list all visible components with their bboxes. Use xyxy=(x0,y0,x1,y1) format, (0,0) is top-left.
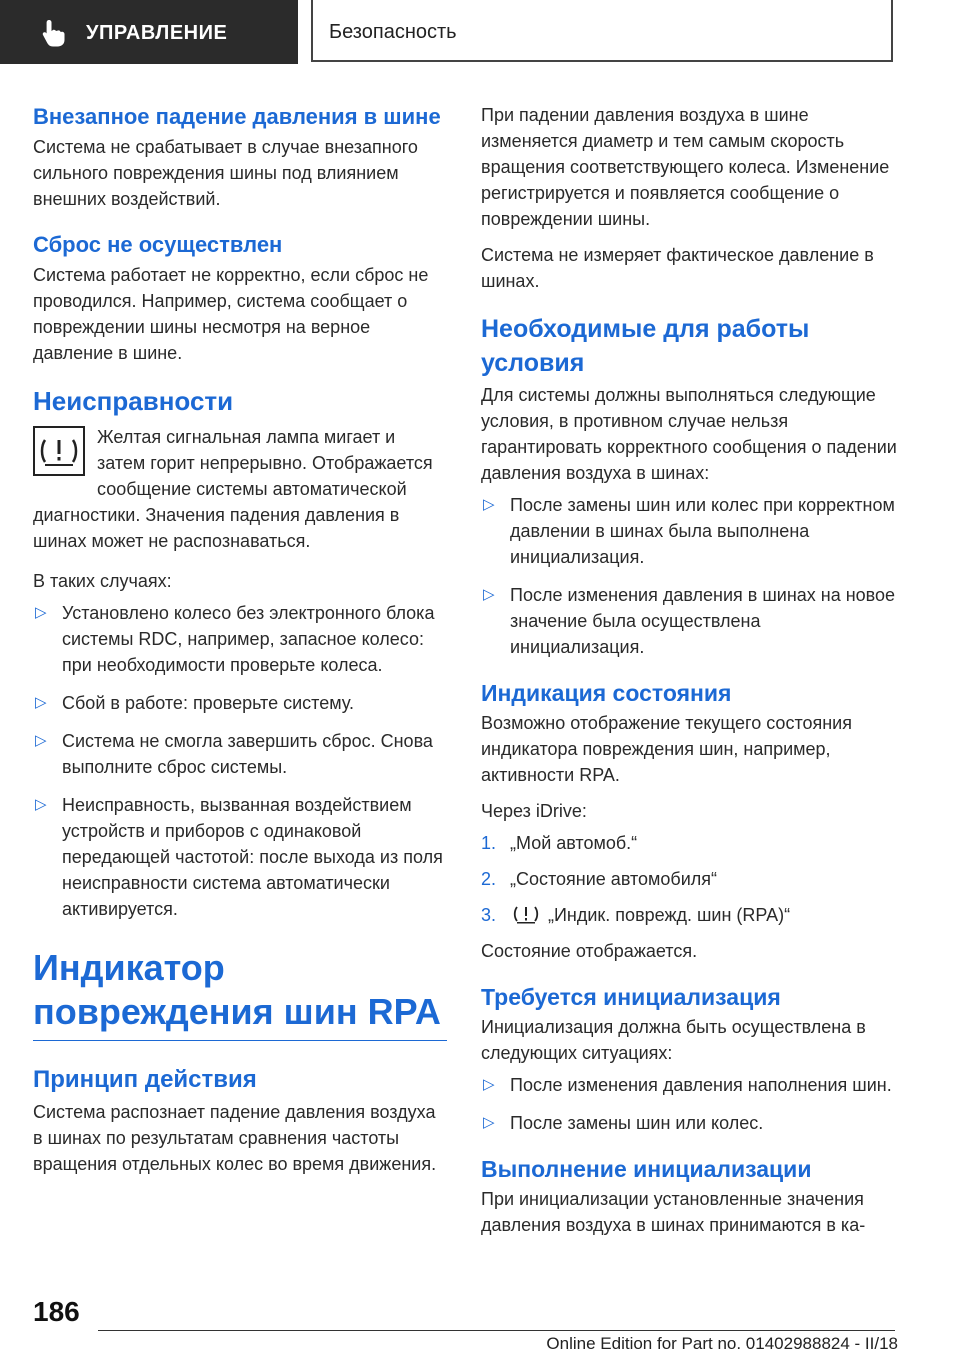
paragraph-no-measure: Система не измеряет фактическое давление в шинах. xyxy=(481,245,874,291)
list-item: ▷ После изменения давления наполнения шин. xyxy=(481,1072,899,1098)
list-item: ▷ Сбой в работе: проверьте систему. xyxy=(33,690,447,716)
paragraph-principle: Система распознает падение давления воздуха в шинах по результатам сравнения частоты вращения отдельных колес во время движения. xyxy=(33,1102,437,1174)
list-item: ▷ Неисправность, вызванная воздействием устройств и приборов с одинаковой передающей частотой: после выхода из поля неисправности система автоматически активируется. xyxy=(33,792,447,922)
paragraph-sudden-drop: Система не срабатывает в случае внезапного сильного повреждения шины под влиянием внешних воздействий. xyxy=(33,137,418,209)
condition-bullets xyxy=(481,492,899,660)
heading-principle: Принцип действия xyxy=(33,1066,257,1093)
hand-pointer-icon xyxy=(40,18,68,48)
triangle-bullet-icon: ▷ xyxy=(483,586,495,603)
paragraph-shown: Состояние отображается. xyxy=(481,941,698,961)
paragraph-conditions: Для системы должны выполняться следующие условия, в противном случае нельзя гарантировать корректного сообщения о падении давления воздуха в шинах: xyxy=(481,385,897,483)
malfunction-block xyxy=(33,420,447,554)
init-bullets xyxy=(481,1072,899,1136)
left-column xyxy=(33,102,447,1177)
heading-sudden-drop: Внезапное падение давления в шине xyxy=(33,104,441,129)
heading-init-do: Выполнение инициализации xyxy=(481,1156,812,1182)
list-item: ▷ После замены шин или колес. xyxy=(481,1110,899,1136)
chapter-tab xyxy=(311,0,893,62)
paragraph-init-do: При инициализации установленные значения давления воздуха в шинах принимаются в ка- xyxy=(481,1189,866,1235)
paragraph-cases: В таких случаях: xyxy=(33,571,172,591)
tire-warning-icon xyxy=(510,904,542,924)
heading-reset-not-done: Сброс не осуществлен xyxy=(33,232,283,257)
heading-rpa: Индикатор повреждения шин RPA xyxy=(33,947,441,1032)
idrive-steps xyxy=(481,830,899,928)
heading-status: Индикация состояния xyxy=(481,680,732,706)
page-number: 186 xyxy=(33,1296,80,1327)
paragraph-status: Возможно отображение текущего состояния индикатора повреждения шин, например, активности RPA. xyxy=(481,713,852,785)
list-item: ▷ После замены шин или колес при корректном давлении в шинах была выполнена инициализация. xyxy=(481,492,899,570)
triangle-bullet-icon: ▷ xyxy=(35,604,47,621)
section-tab xyxy=(0,0,298,64)
section-label: УПРАВЛЕНИЕ xyxy=(86,22,228,44)
list-item: ▷ После изменения давления в шинах на новое значение была осуществлена инициализация. xyxy=(481,582,899,660)
list-item: 2. „Состояние автомобиля“ xyxy=(481,869,718,889)
paragraph-diameter: При падении давления воздуха в шине изменяется диаметр и тем самым скорость вращения соответствующего колеса. Изменение регистрируется и появляется сообщение о повреждении шины. xyxy=(481,105,890,229)
tire-warning-icon xyxy=(33,426,85,476)
list-item: ▷ Установлено колесо без электронного блока системы RDC, например, запасное колесо: при необходимости проверьте колеса. xyxy=(33,600,447,678)
paragraph-init-required: Инициализация должна быть осуществлена в следующих ситуациях: xyxy=(481,1017,866,1063)
triangle-bullet-icon: ▷ xyxy=(35,694,47,711)
right-column xyxy=(481,102,899,1238)
paragraph-idrive: Через iDrive: xyxy=(481,801,587,821)
paragraph-malfunction xyxy=(33,420,447,554)
paragraph-malfunction-text: Желтая сигнальная лампа мигает и затем горит непрерывно. Отображается сообщение системы автоматической диагностики. Значения падения давления в шинах может не распознаваться. xyxy=(33,427,433,551)
heading-conditions: Необходимые для работы условия xyxy=(481,315,810,377)
triangle-bullet-icon: ▷ xyxy=(35,732,47,749)
list-item: 3. „Индик. поврежд. шин (RPA)“ xyxy=(481,905,791,925)
list-item: ▷ Система не смогла завершить сброс. Снова выполните сброс системы. xyxy=(33,728,447,780)
triangle-bullet-icon: ▷ xyxy=(483,1114,495,1131)
triangle-bullet-icon: ▷ xyxy=(35,796,47,813)
triangle-bullet-icon: ▷ xyxy=(483,1076,495,1093)
malfunction-bullets xyxy=(33,600,447,922)
heading-init-required: Требуется инициализация xyxy=(481,984,781,1010)
triangle-bullet-icon: ▷ xyxy=(483,496,495,513)
footer-divider xyxy=(98,1330,895,1331)
paragraph-reset-not-done: Система работает не корректно, если сброс не проводился. Например, система сообщает о повреждении шины несмотря на верное давление в шине. xyxy=(33,265,429,363)
footer-edition: Online Edition for Part no. 01402988824 - II/18 xyxy=(546,1334,898,1353)
heading-malfunctions: Неисправности xyxy=(33,386,234,416)
list-item: 1. „Мой автомоб.“ xyxy=(481,833,638,853)
chapter-label: Безопасность xyxy=(329,21,457,43)
